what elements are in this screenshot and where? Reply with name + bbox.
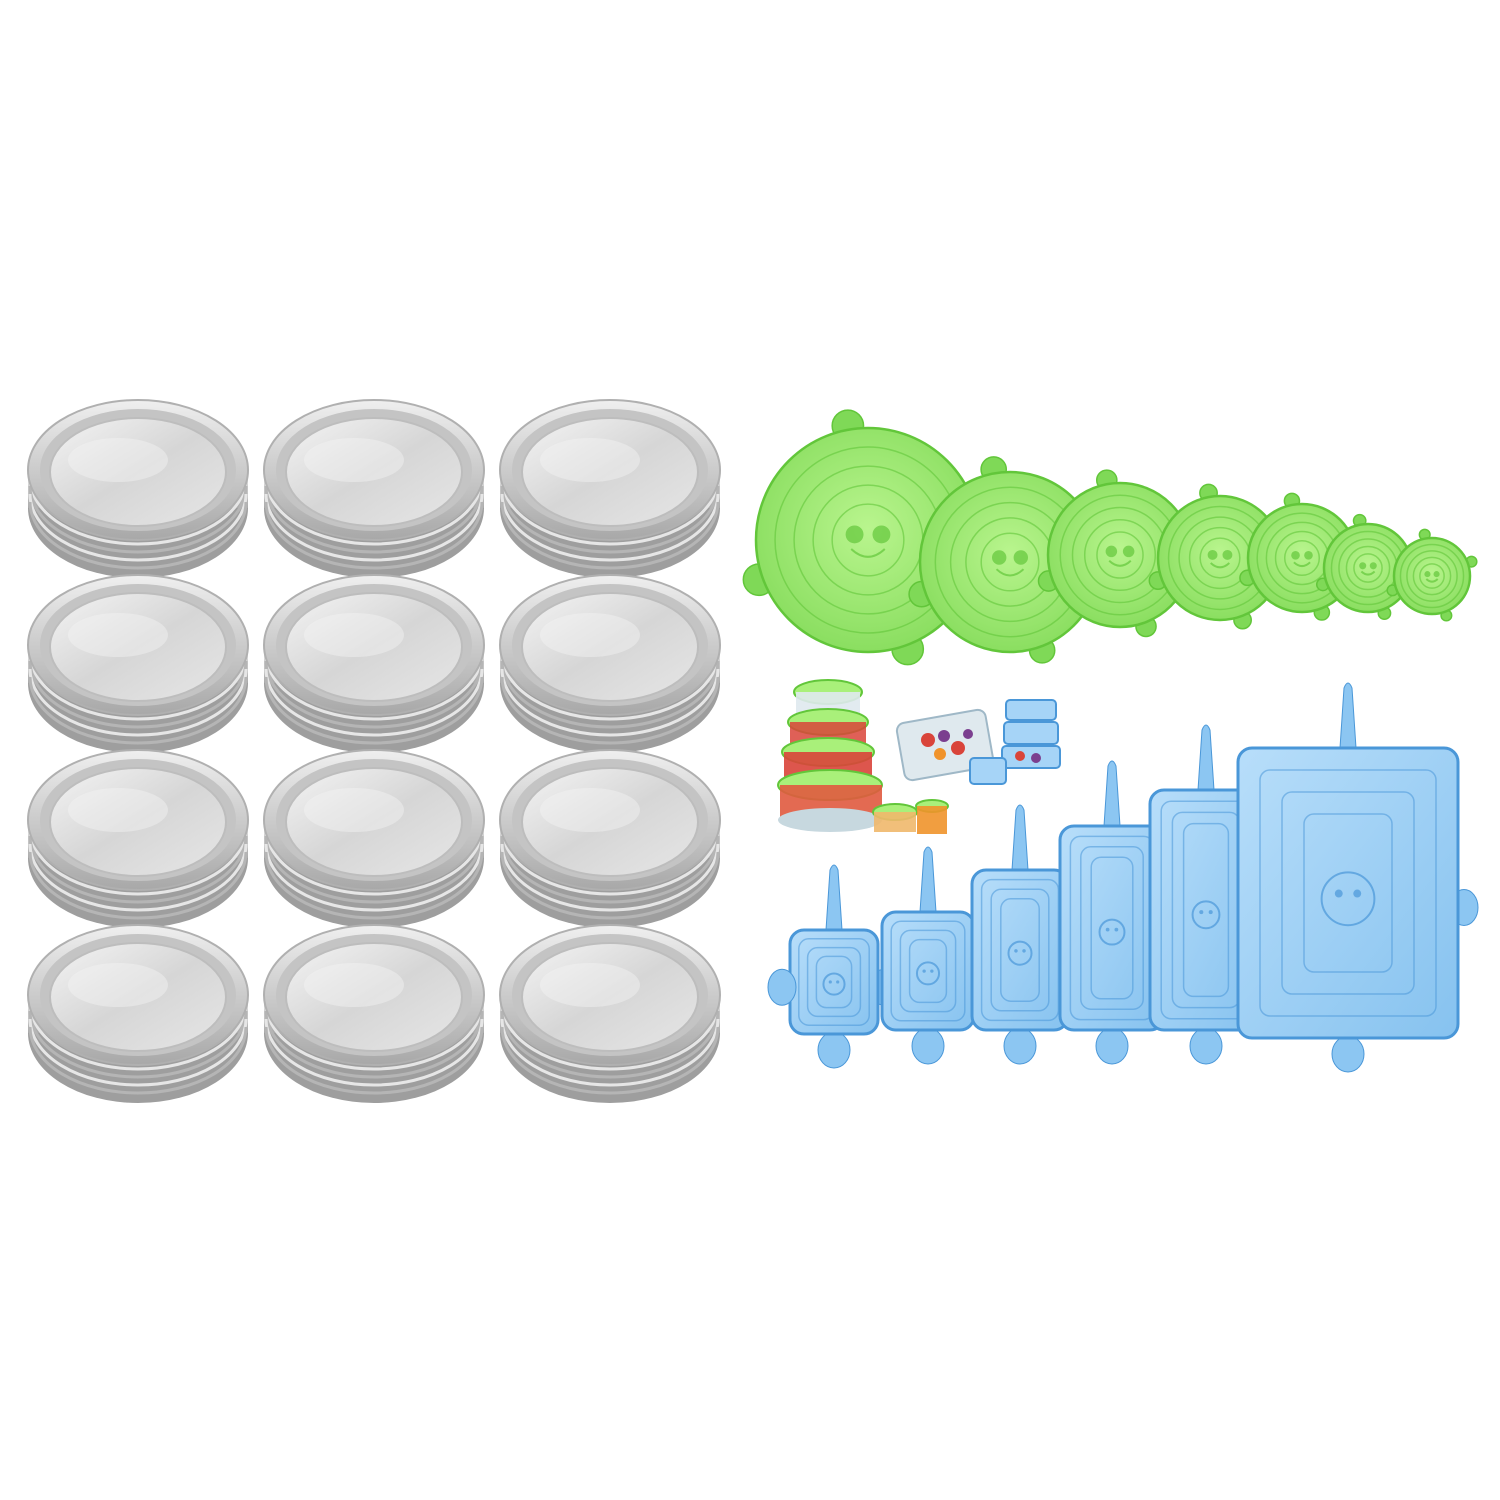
round-silicone-covers (743, 410, 1476, 665)
rect-cover-side-tab (768, 969, 796, 1005)
mason-lid (264, 575, 484, 753)
mason-lid (28, 575, 248, 753)
small-jars (873, 800, 948, 834)
stacked-bowls (778, 680, 882, 832)
mason-lid (28, 400, 248, 578)
mason-lid (264, 400, 484, 578)
mason-lid (28, 925, 248, 1103)
inset-photo-rect-containers (896, 700, 1060, 784)
mason-lid (264, 925, 484, 1103)
rect-silicone-covers (768, 683, 1478, 1072)
mason-lid (500, 925, 720, 1103)
mason-lid (28, 750, 248, 928)
mason-lid (500, 750, 720, 928)
mason-lid-grid (28, 400, 720, 1103)
rect-cover (1238, 683, 1478, 1072)
mason-lid (500, 400, 720, 578)
mason-lid (500, 575, 720, 753)
mason-lid (264, 750, 484, 928)
